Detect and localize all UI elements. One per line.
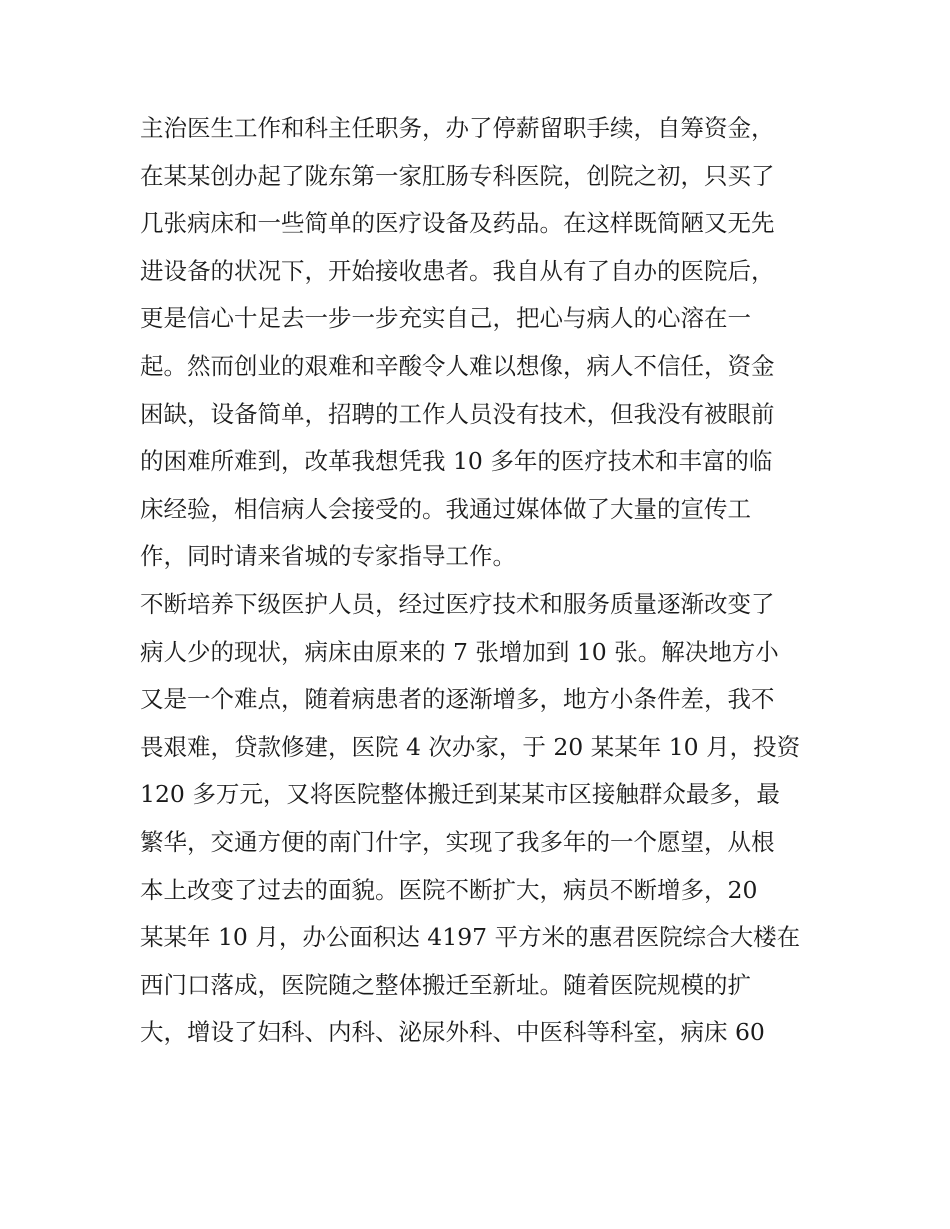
text-line: 病人少的现状，病床由原来的 7 张增加到 10 张。解决地方小: [140, 637, 779, 666]
text-line: 120 多万元，又将医院整体搬迁到某某市区接触群众最多，最: [140, 780, 780, 809]
text-line: 主治医生工作和科主任职务，办了停薪留职手续，自筹资金，: [140, 114, 775, 142]
text-line: 作，同时请来省城的专家指导工作。: [140, 542, 516, 571]
text-line: 起。然而创业的艰难和辛酸令人难以想像，病人不信任，资金: [140, 351, 775, 380]
text-line: 床经验，相信病人会接受的。我通过媒体做了大量的宣传工: [140, 494, 751, 523]
text-line: 又是一个难点，随着病患者的逐渐增多，地方小条件差，我不: [140, 685, 775, 714]
text-line: 本上改变了过去的面貌。医院不断扩大，病员不断增多，20: [140, 875, 758, 904]
text-line: 困缺，设备简单，招聘的工作人员没有技术，但我没有被眼前: [140, 399, 775, 428]
body-text: [140, 105, 820, 1057]
text-line: 更是信心十足去一步一步充实自己，把心与病人的心溶在一: [140, 304, 751, 333]
text-line: 西门口落成，医院随之整体搬迁至新址。随着医院规模的扩: [140, 970, 751, 999]
text-line: 繁华，交通方便的南门什字，实现了我多年的一个愿望，从根: [140, 827, 775, 856]
text-line: 畏艰难，贷款修建，医院 4 次办家，于 20 某某年 10 月，投资: [140, 732, 801, 761]
text-line: 的困难所难到，改革我想凭我 10 多年的医疗技术和丰富的临: [140, 447, 773, 476]
text-line: 在某某创办起了陇东第一家肛肠专科医院，创院之初，只买了: [140, 161, 775, 190]
text-line: 某某年 10 月，办公面积达 4197 平方米的惠君医院综合大楼在: [140, 923, 801, 952]
text-line: 几张病床和一些简单的医疗设备及药品。在这样既简陋又无先: [140, 209, 775, 238]
text-line: 进设备的状况下，开始接收患者。我自从有了自办的医院后，: [140, 256, 775, 285]
text-line: 大，增设了妇科、内科、泌尿外科、中医科等科室，病床 60: [140, 1018, 765, 1047]
text-line: 不断培养下级医护人员，经过医疗技术和服务质量逐渐改变了: [140, 589, 775, 618]
